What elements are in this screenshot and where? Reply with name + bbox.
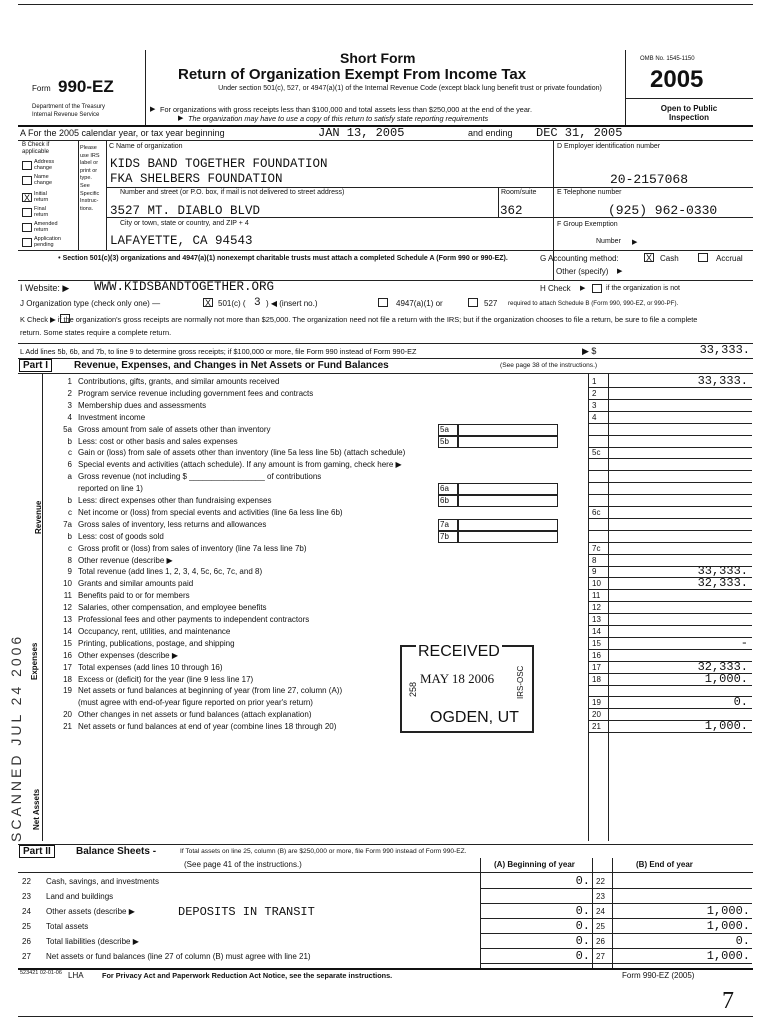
line-text: Contributions, gifts, grants, and similar amounts received xyxy=(78,377,280,386)
stamp-date: MAY 18 2006 xyxy=(420,671,495,686)
label-527: 527 xyxy=(484,299,498,308)
line-number: 24 xyxy=(22,907,31,916)
line-l-amount[interactable]: 33,333. xyxy=(699,343,750,357)
open-to-public: Open to Public Inspection xyxy=(660,104,718,122)
org-aka[interactable]: FKA SHELBERS FOUNDATION xyxy=(110,172,283,186)
501c-number[interactable]: 3 xyxy=(254,297,261,309)
form-prefix: Form xyxy=(32,84,51,93)
line-box-number: 16 xyxy=(592,651,601,660)
line-amount[interactable]: 1,000. xyxy=(704,719,748,733)
line-box-number: 13 xyxy=(592,615,601,624)
website-value[interactable]: WWW.KIDSBANDTOGETHER.ORG xyxy=(94,280,275,294)
other-specify-label: Other (specify) xyxy=(556,267,609,276)
col-a-amount[interactable]: 0. xyxy=(575,904,590,918)
line-number: 4 xyxy=(67,413,72,422)
stamp-left-code: 258 xyxy=(408,681,418,697)
line-text: Benefits paid to or for members xyxy=(78,591,190,600)
page-number-handwritten: 7 xyxy=(722,988,734,1014)
inner-box xyxy=(438,531,458,543)
website-label: I Website: ▶ xyxy=(20,283,70,293)
label-name-change: Name change xyxy=(34,174,53,186)
line-box-number: 3 xyxy=(592,401,597,410)
group-exemption-number-label: Number xyxy=(596,238,621,245)
line-box-number: 7c xyxy=(592,544,601,553)
accounting-method-label: G Accounting method: xyxy=(540,254,619,263)
label-application-pending: Application pending xyxy=(34,236,61,248)
other-assets-description[interactable]: DEPOSITS IN TRANSIT xyxy=(178,905,315,919)
section-501-note: • Section 501(c)(3) organizations and 4947(a)(1) nonexempt charitable trusts must attach a completed Schedule A (Form 990 or 990-EZ). xyxy=(58,255,508,262)
label-amended-return: Amended return xyxy=(34,221,58,233)
line-box-number: 11 xyxy=(592,591,601,600)
tax-year-begin[interactable]: JAN 13, 2005 xyxy=(318,126,405,140)
inner-box xyxy=(438,519,458,531)
col-box-number: 22 xyxy=(596,877,605,886)
inner-amount-field[interactable] xyxy=(458,519,558,531)
line-box-number: 18 xyxy=(592,675,601,684)
line-text: Investment income xyxy=(78,413,146,422)
line-amount[interactable]: 0. xyxy=(733,695,748,709)
c-name-label: C Name of organization xyxy=(109,143,183,150)
line-box-number: 21 xyxy=(592,722,601,731)
line-a-label: A For the 2005 calendar year, or tax year beginning xyxy=(20,128,225,138)
inner-amount-field[interactable] xyxy=(458,531,558,543)
label-4947: 4947(a)(1) or xyxy=(396,299,443,308)
group-exemption-label: F Group Exemption xyxy=(557,221,618,228)
col-box-number: 24 xyxy=(596,907,605,916)
line-number: 25 xyxy=(22,922,31,931)
org-name[interactable]: KIDS BAND TOGETHER FOUNDATION xyxy=(110,157,328,171)
bullet-arrow-2: ▶ xyxy=(178,115,184,122)
line-number: 26 xyxy=(22,937,31,946)
line-text: Salaries, other compensation, and employee benefits xyxy=(78,603,267,612)
side-label-expenses: Expenses xyxy=(30,642,39,680)
inner-box-number: 5a xyxy=(440,425,449,434)
col-b-amount[interactable]: 0. xyxy=(735,934,750,948)
col-b-amount[interactable]: 1,000. xyxy=(706,949,750,963)
line-text: Other changes in net assets or fund balances (attach explanation) xyxy=(78,710,312,719)
line-number: 12 xyxy=(63,603,72,612)
received-stamp xyxy=(400,645,534,733)
line-box-number: 1 xyxy=(592,377,597,386)
label-address-change: Address change xyxy=(34,159,55,171)
line-box-number: 4 xyxy=(592,413,597,422)
line-box-number: 12 xyxy=(592,603,601,612)
line-number: 1 xyxy=(67,377,72,386)
line-number: c xyxy=(68,508,72,517)
line-number: 2 xyxy=(67,389,72,398)
line-k: K Check ▶ if the organization's gross receipts are normally not more than $25,000. The organization need not file a return with the IRS; but if the organization chooses to file a return, be sure to file a complete return. Some states require a complete return. xyxy=(20,315,698,337)
checkbox-initial-return[interactable]: X xyxy=(23,193,30,203)
inner-amount-field[interactable] xyxy=(458,495,558,507)
line-text: Less: direct expenses other than fundraising expenses xyxy=(78,496,272,505)
col-box-number: 27 xyxy=(596,952,605,961)
inner-box-number: 7a xyxy=(440,520,449,529)
cash-label: Cash xyxy=(660,254,679,263)
bullet-arrow-1: ▶ xyxy=(150,106,156,113)
use-irs-label: Please use IRS label or print or type. See Specific Instruc- tions. xyxy=(80,145,100,212)
col-b-header: (B) End of year xyxy=(636,860,693,869)
line-number: c xyxy=(68,544,72,553)
h-text: if the organization is not xyxy=(606,285,680,292)
dept-line-1: Department of the Treasury xyxy=(32,104,106,110)
line-text: Net assets or fund balances (line 27 of column (B) must agree with line 21) xyxy=(46,952,311,961)
line-number: b xyxy=(67,532,72,541)
checkbox-schedule-b[interactable] xyxy=(592,284,602,293)
scanned-margin-stamp: SCANNED JUL 24 2006 xyxy=(8,633,24,842)
checkbox-cash[interactable]: X xyxy=(645,253,652,263)
line-amount[interactable]: 32,333. xyxy=(697,576,748,590)
form-subtitle: Under section 501(c), 527, or 4947(a)(1) of the Internal Revenue Code (except black lung benefit trust or private foundation) xyxy=(218,85,602,92)
form-title: Return of Organization Exempt From Income Tax xyxy=(178,66,527,83)
line-number: b xyxy=(67,437,72,446)
room-suite-label: Room/suite xyxy=(501,189,537,196)
checkbox-k[interactable] xyxy=(60,314,70,323)
checkbox-accrual[interactable] xyxy=(698,253,708,262)
inner-amount-field[interactable] xyxy=(458,424,558,436)
line-box-number: 8 xyxy=(592,556,597,565)
line-number: 11 xyxy=(63,591,72,600)
footer-code: 523421 02-01-06 xyxy=(20,970,62,976)
line-text: Other revenue (describe ▶ xyxy=(78,556,173,565)
col-b-amount[interactable]: 1,000. xyxy=(706,919,750,933)
top-rule xyxy=(18,4,753,5)
room-suite[interactable]: 362 xyxy=(500,204,523,218)
bottom-rule xyxy=(18,1016,753,1017)
line-number: 17 xyxy=(63,663,72,672)
line-text: Total liabilities (describe ▶ xyxy=(46,937,139,946)
col-a-amount[interactable]: 0. xyxy=(575,934,590,948)
stamp-received: RECEIVED xyxy=(418,643,500,660)
col-box-number: 23 xyxy=(596,892,605,901)
line-text: Less: cost of goods sold xyxy=(78,532,164,541)
stamp-right-code: IRS-OSC xyxy=(516,665,525,699)
line-text: Excess or (deficit) for the year (line 9 less line 17) xyxy=(78,675,254,684)
line-box-number: 17 xyxy=(592,663,601,672)
label-final-return: Final return xyxy=(34,206,49,218)
line-text: Less: cost or other basis and sales expenses xyxy=(78,437,238,446)
line-box-number: 20 xyxy=(592,710,601,719)
short-form-label: Short Form xyxy=(340,50,416,66)
line-box-number: 10 xyxy=(592,579,601,588)
line-number: 19 xyxy=(63,686,72,695)
street-address[interactable]: 3527 MT. DIABLO BLVD xyxy=(110,204,261,218)
city-label: City or town, state or country, and ZIP + 4 xyxy=(120,220,249,227)
inner-box-number: 7b xyxy=(440,532,449,541)
line-text: Cash, savings, and investments xyxy=(46,877,159,886)
omb-number: OMB No. 1545-1150 xyxy=(640,56,695,62)
line-text: reported on line 1) xyxy=(78,484,143,493)
line-number: c xyxy=(68,448,72,457)
line-text: Grants and similar amounts paid xyxy=(78,579,194,588)
line-box-number: 9 xyxy=(592,567,597,576)
line-text: Occupancy, rent, utilities, and maintenance xyxy=(78,627,231,636)
line-l: L Add lines 5b, 6b, and 7b, to line 9 to determine gross receipts; if $100,000 or more, file Form 990 instead of Form 990-EZ xyxy=(20,347,417,356)
checkbox-name-change[interactable] xyxy=(22,176,32,185)
line-number: 10 xyxy=(63,579,72,588)
h-text-2: required to attach Schedule B (Form 990, 990-EZ, or 990-PF). xyxy=(508,300,679,307)
stamp-city: OGDEN, UT xyxy=(430,709,519,726)
inner-amount-field[interactable] xyxy=(458,483,558,495)
line-box-number: 6c xyxy=(592,508,601,517)
line-number: 13 xyxy=(63,615,72,624)
checkbox-501c[interactable]: X xyxy=(204,298,211,308)
checkbox-4947[interactable] xyxy=(378,298,388,307)
line-text: Gross revenue (not including $ _________________ of contributions xyxy=(78,472,322,481)
city-state-zip[interactable]: LAFAYETTE, CA 94543 xyxy=(110,234,253,248)
line-number: 14 xyxy=(63,627,72,636)
checkbox-application-pending[interactable] xyxy=(22,238,32,247)
insert-no-label: ) ◀ (insert no.) xyxy=(266,299,318,308)
part-1-see: (See page 38 of the instructions.) xyxy=(500,362,598,369)
line-text: Special events and activities (attach schedule). If any amount is from gaming, check here ▶ xyxy=(78,460,402,469)
line-box-number: 15 xyxy=(592,639,601,648)
tax-year: 2005 xyxy=(650,66,704,93)
line-amount[interactable]: - xyxy=(740,636,748,650)
form-number: 990-EZ xyxy=(58,77,114,96)
line-box-number: 5c xyxy=(592,448,601,457)
side-label-revenue: Revenue xyxy=(34,500,43,534)
col-box-number: 25 xyxy=(596,922,605,931)
line-number: 3 xyxy=(67,401,72,410)
line-number: 22 xyxy=(22,877,31,886)
inner-box xyxy=(438,483,458,495)
footer-notice: For Privacy Act and Paperwork Reduction Act Notice, see the separate instructions. xyxy=(102,971,393,980)
inner-box-number: 6a xyxy=(440,484,449,493)
line-number: 27 xyxy=(22,952,31,961)
phone-label: E Telephone number xyxy=(557,189,622,196)
inner-box xyxy=(438,424,458,436)
bullet-2: The organization may have to use a copy of this return to satisfy state reporting requirements xyxy=(188,114,489,123)
checkbox-527[interactable] xyxy=(468,298,478,307)
b-check-label: B Check if applicable xyxy=(22,142,50,155)
ein-value[interactable]: 20-2157068 xyxy=(610,172,689,187)
line-text: Program service revenue including government fees and contracts xyxy=(78,389,314,398)
col-a-header: (A) Beginning of year xyxy=(494,860,575,869)
line-text: (must agree with end-of-year figure reported on prior year's return) xyxy=(78,698,313,707)
line-text: Gain or (loss) from sale of assets other than inventory (line 5a less line 5b) (attach schedule) xyxy=(78,448,406,457)
footer-lha: LHA xyxy=(68,971,84,980)
and-ending-label: and ending xyxy=(468,128,513,138)
bullet-1: For organizations with gross receipts less than $100,000 and total assets less than $250,000 at the end of the year. xyxy=(160,105,532,114)
line-text: Professional fees and other payments to independent contractors xyxy=(78,615,310,624)
line-text: Gross sales of inventory, less returns and allowances xyxy=(78,520,267,529)
line-text: Gross amount from sale of assets other than inventory xyxy=(78,425,271,434)
checkbox-amended-return[interactable] xyxy=(22,223,32,232)
part-2-note: If Total assets on line 25, column (B) are $250,000 or more, file Form 990 instead of Form 990-EZ. xyxy=(180,848,467,855)
line-number: 23 xyxy=(22,892,31,901)
inner-amount-field[interactable] xyxy=(458,436,558,448)
label-initial-return: Initial return xyxy=(34,191,49,203)
line-number: 9 xyxy=(67,567,72,576)
checkbox-final-return[interactable] xyxy=(22,208,32,217)
line-text: Other expenses (describe ▶ xyxy=(78,651,178,660)
line-text: Membership dues and assessments xyxy=(78,401,207,410)
part-1-tag: Part I xyxy=(19,359,52,372)
inner-box xyxy=(438,436,458,448)
checkbox-address-change[interactable] xyxy=(22,161,32,170)
part-2-tag: Part II xyxy=(19,845,55,858)
line-number: 15 xyxy=(63,639,72,648)
col-a-amount[interactable]: 0. xyxy=(575,874,590,888)
col-b-amount[interactable]: 1,000. xyxy=(706,904,750,918)
line-text: Printing, publications, postage, and shipping xyxy=(78,639,235,648)
line-number: 16 xyxy=(63,651,72,660)
line-text: Net assets or fund balances at end of year (combine lines 18 through 20) xyxy=(78,722,337,731)
phone-value[interactable]: (925) 962-0330 xyxy=(608,203,718,218)
inner-box xyxy=(438,495,458,507)
line-number: a xyxy=(67,472,72,481)
tax-year-end[interactable]: DEC 31, 2005 xyxy=(536,126,623,140)
line-amount[interactable]: 33,333. xyxy=(697,374,748,388)
line-number: 5a xyxy=(63,425,72,434)
line-text: Net income or (loss) from special events and activities (line 6a less line 6b) xyxy=(78,508,343,517)
line-number: 6 xyxy=(67,460,72,469)
line-number: 21 xyxy=(63,722,72,731)
line-amount[interactable]: 1,000. xyxy=(704,672,748,686)
line-amount[interactable]: 33,333. xyxy=(697,564,748,578)
label-501c: 501(c) ( xyxy=(218,299,246,308)
inner-box-number: 6b xyxy=(440,496,449,505)
side-label-net-assets: Net Assets xyxy=(32,788,41,830)
line-text: Other assets (describe ▶ xyxy=(46,907,135,916)
line-box-number: 14 xyxy=(592,627,601,636)
line-amount[interactable]: 32,333. xyxy=(697,660,748,674)
ein-label: D Employer identification number xyxy=(557,143,661,150)
line-text: Total revenue (add lines 1, 2, 3, 4, 5c, 6c, 7c, and 8) xyxy=(78,567,263,576)
inner-box-number: 5b xyxy=(440,437,449,446)
footer-form-ref: Form 990-EZ (2005) xyxy=(622,971,695,980)
line-text: Total assets xyxy=(46,922,89,931)
line-number: 8 xyxy=(67,556,72,565)
dept-line-2: Internal Revenue Service xyxy=(32,112,100,118)
accrual-label: Accrual xyxy=(716,254,743,263)
h-check-label: H Check xyxy=(540,284,571,293)
line-number: b xyxy=(67,496,72,505)
col-box-number: 26 xyxy=(596,937,605,946)
line-box-number: 19 xyxy=(592,698,601,707)
line-text: Net assets or fund balances at beginning of year (from line 27, column (A)) xyxy=(78,686,343,695)
line-number: 18 xyxy=(63,675,72,684)
line-text: Land and buildings xyxy=(46,892,114,901)
line-text: Total expenses (add lines 10 through 16) xyxy=(78,663,223,672)
col-a-amount[interactable]: 0. xyxy=(575,919,590,933)
line-number: 7a xyxy=(63,520,72,529)
part-2-title: Balance Sheets - xyxy=(76,846,157,857)
line-text: Gross profit or (loss) from sales of inventory (line 7a less line 7b) xyxy=(78,544,307,553)
part-2-see: (See page 41 of the instructions.) xyxy=(184,860,302,869)
col-a-amount[interactable]: 0. xyxy=(575,949,590,963)
line-box-number: 2 xyxy=(592,389,597,398)
line-number: 20 xyxy=(63,710,72,719)
street-label: Number and street (or P.O. box, if mail is not delivered to street address) xyxy=(120,189,345,196)
part-1-title: Revenue, Expenses, and Changes in Net Assets or Fund Balances xyxy=(74,360,389,371)
org-type-label: J Organization type (check only one) — xyxy=(20,299,161,308)
